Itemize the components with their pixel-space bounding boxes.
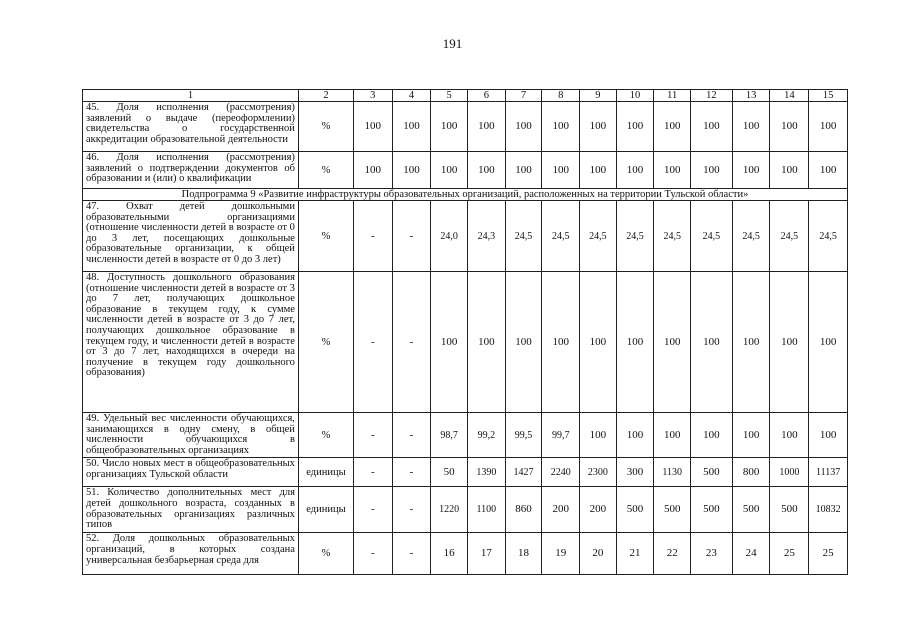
value-cell: 200 (580, 487, 617, 533)
value-cell: - (392, 458, 431, 487)
value-cell: 100 (809, 272, 848, 413)
value-cell: 24,5 (542, 201, 580, 272)
value-cell: - (353, 272, 392, 413)
value-cell: 100 (580, 413, 617, 458)
value-cell: 100 (654, 413, 691, 458)
column-number-cell: 15 (809, 90, 848, 102)
value-cell: 24,5 (691, 201, 733, 272)
value-cell: 100 (691, 413, 733, 458)
value-cell: 24,5 (654, 201, 691, 272)
value-cell: 16 (431, 533, 468, 575)
value-cell: 100 (654, 272, 691, 413)
value-cell: 24,3 (468, 201, 506, 272)
value-cell: 1427 (505, 458, 542, 487)
value-cell: 500 (616, 487, 654, 533)
value-cell: 1100 (468, 487, 506, 533)
value-cell: 1130 (654, 458, 691, 487)
value-cell: 100 (732, 272, 770, 413)
value-cell: 21 (616, 533, 654, 575)
value-cell: 100 (616, 272, 654, 413)
value-cell: - (353, 458, 392, 487)
column-number-cell: 3 (353, 90, 392, 102)
indicator-name-cell: 50. Число новых мест в общеобразовательных организациях Тульской области (83, 458, 299, 487)
value-cell: 24,5 (505, 201, 542, 272)
indicator-name-cell: 47. Охват детей дошкольными образовательными организациями (отношение численности детей в возрасте от 0 до 3 лет, посещающих дошкольные образовательные организации, к общей численности детей в возрасте от 0 до 3 лет) (83, 201, 299, 272)
value-cell: 860 (505, 487, 542, 533)
value-cell: 500 (691, 487, 733, 533)
value-cell: - (353, 533, 392, 575)
value-cell: 99,5 (505, 413, 542, 458)
value-cell: - (353, 487, 392, 533)
column-number-cell: 8 (542, 90, 580, 102)
indicator-name-cell: 48. Доступность дошкольного образования (отношение численности детей в возрасте от 3 до 7 лет, получающих дошкольное образование в текущем году, к сумме численности детей в возрасте от 3 до 7 лет, получающих дошкольное образование в текущем году, и численности детей в возрасте от 3 до 7 лет, находящихся в очереди на получение в текущем году дошкольного образования) (83, 272, 299, 413)
value-cell: 99,2 (468, 413, 506, 458)
table-row (83, 458, 848, 487)
value-cell: 23 (691, 533, 733, 575)
value-cell: 100 (691, 102, 733, 152)
table-row (83, 102, 848, 152)
value-cell: 100 (654, 152, 691, 189)
value-cell: - (353, 413, 392, 458)
value-cell: 100 (580, 152, 617, 189)
unit-cell: % (298, 533, 353, 575)
value-cell: 100 (770, 413, 809, 458)
value-cell: 100 (580, 102, 617, 152)
value-cell: - (392, 413, 431, 458)
value-cell: 1000 (770, 458, 809, 487)
value-cell: 2300 (580, 458, 617, 487)
value-cell: 100 (431, 152, 468, 189)
value-cell: 24,5 (580, 201, 617, 272)
value-cell: 100 (654, 102, 691, 152)
unit-cell: % (298, 102, 353, 152)
column-number-cell: 5 (431, 90, 468, 102)
value-cell: 100 (505, 102, 542, 152)
value-cell: 1220 (431, 487, 468, 533)
value-cell: 1390 (468, 458, 506, 487)
table-row (83, 487, 848, 533)
column-number-cell: 14 (770, 90, 809, 102)
indicator-name-cell: 51. Количество дополнительных мест для детей дошкольного возраста, созданных в образовательных организациях различных типов (83, 487, 299, 533)
column-number-cell: 1 (83, 90, 299, 102)
value-cell: 19 (542, 533, 580, 575)
value-cell: 100 (505, 152, 542, 189)
value-cell: 24,5 (616, 201, 654, 272)
unit-cell: % (298, 201, 353, 272)
value-cell: 100 (732, 152, 770, 189)
value-cell: 100 (431, 102, 468, 152)
value-cell: - (392, 487, 431, 533)
value-cell: 100 (468, 102, 506, 152)
value-cell: 100 (392, 102, 431, 152)
value-cell: 25 (809, 533, 848, 575)
value-cell: 100 (691, 272, 733, 413)
column-number-cell: 2 (298, 90, 353, 102)
value-cell: 100 (353, 152, 392, 189)
unit-cell: единицы (298, 487, 353, 533)
column-number-cell: 12 (691, 90, 733, 102)
column-number-cell: 4 (392, 90, 431, 102)
value-cell: 100 (542, 102, 580, 152)
value-cell: 100 (616, 152, 654, 189)
table-row (83, 413, 848, 458)
value-cell: 100 (505, 272, 542, 413)
value-cell: 100 (542, 272, 580, 413)
value-cell: 200 (542, 487, 580, 533)
indicator-name-cell: 52. Доля дошкольных образовательных организаций, в которых создана универсальная безбарьерная среда для (83, 533, 299, 575)
value-cell: 100 (732, 413, 770, 458)
value-cell: 300 (616, 458, 654, 487)
value-cell: - (392, 201, 431, 272)
value-cell: 10832 (809, 487, 848, 533)
value-cell: 100 (616, 413, 654, 458)
subprogram-title: Подпрограмма 9 «Развитие инфраструктуры образовательных организаций, расположенных на территории Тульской области» (83, 189, 848, 201)
value-cell: 100 (542, 152, 580, 189)
value-cell: 100 (809, 413, 848, 458)
value-cell: 100 (809, 102, 848, 152)
value-cell: 100 (770, 272, 809, 413)
value-cell: 25 (770, 533, 809, 575)
value-cell: 100 (392, 152, 431, 189)
value-cell: 17 (468, 533, 506, 575)
value-cell: 800 (732, 458, 770, 487)
subprogram-row (83, 189, 848, 201)
value-cell: 100 (580, 272, 617, 413)
value-cell: 98,7 (431, 413, 468, 458)
value-cell: 11137 (809, 458, 848, 487)
value-cell: 100 (468, 272, 506, 413)
value-cell: 24,5 (732, 201, 770, 272)
value-cell: 24,0 (431, 201, 468, 272)
value-cell: 100 (468, 152, 506, 189)
value-cell: - (392, 533, 431, 575)
value-cell: 24 (732, 533, 770, 575)
value-cell: 50 (431, 458, 468, 487)
column-number-cell: 13 (732, 90, 770, 102)
value-cell: 24,5 (770, 201, 809, 272)
indicators-table (82, 89, 848, 575)
value-cell: 100 (770, 152, 809, 189)
value-cell: 500 (691, 458, 733, 487)
value-cell: 100 (431, 272, 468, 413)
value-cell: 500 (732, 487, 770, 533)
column-number-cell: 9 (580, 90, 617, 102)
value-cell: 100 (732, 102, 770, 152)
value-cell: 22 (654, 533, 691, 575)
unit-cell: % (298, 413, 353, 458)
value-cell: 100 (770, 102, 809, 152)
value-cell: - (392, 272, 431, 413)
value-cell: 99,7 (542, 413, 580, 458)
table-row (83, 201, 848, 272)
value-cell: 500 (654, 487, 691, 533)
value-cell: 100 (691, 152, 733, 189)
value-cell: 100 (809, 152, 848, 189)
value-cell: - (353, 201, 392, 272)
column-number-cell: 10 (616, 90, 654, 102)
value-cell: 100 (616, 102, 654, 152)
unit-cell: единицы (298, 458, 353, 487)
value-cell: 2240 (542, 458, 580, 487)
column-number-cell: 6 (468, 90, 506, 102)
page-number: 191 (442, 36, 463, 51)
value-cell: 20 (580, 533, 617, 575)
table-row (83, 272, 848, 413)
column-number-cell: 11 (654, 90, 691, 102)
value-cell: 100 (353, 102, 392, 152)
indicator-name-cell: 45. Доля исполнения (рассмотрения) заявлений о выдаче (переоформлении) свидетельства о государственной аккредитации образовательной деятельности (83, 102, 299, 152)
table-header-row (83, 90, 848, 102)
value-cell: 18 (505, 533, 542, 575)
table-row (83, 152, 848, 189)
table-row (83, 533, 848, 575)
unit-cell: % (298, 272, 353, 413)
indicator-name-cell: 46. Доля исполнения (рассмотрения) заявлений о подтверждении документов об образовании и (или) о квалификации (83, 152, 299, 189)
column-number-cell: 7 (505, 90, 542, 102)
value-cell: 24,5 (809, 201, 848, 272)
unit-cell: % (298, 152, 353, 189)
indicator-name-cell: 49. Удельный вес численности обучающихся, занимающихся в одну смену, в общей численности обучающихся в общеобразовательных организациях (83, 413, 299, 458)
value-cell: 500 (770, 487, 809, 533)
